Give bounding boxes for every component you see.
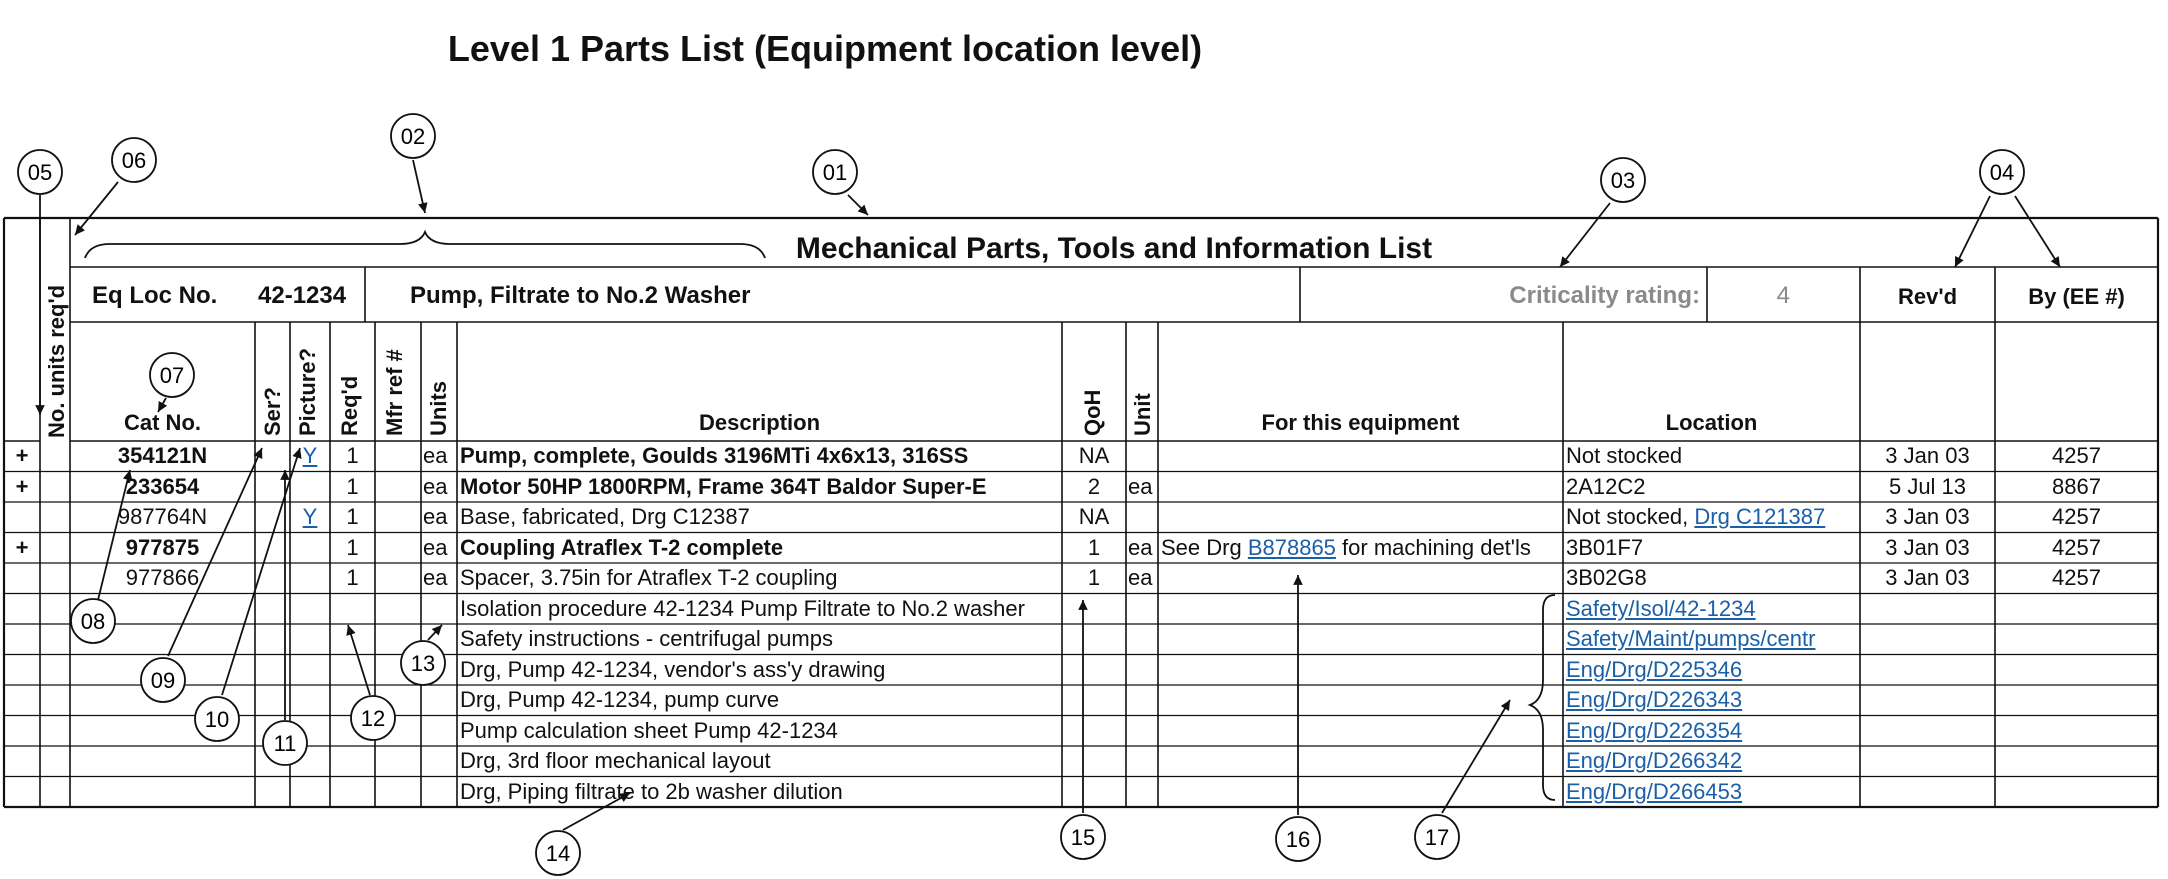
arrowhead-icon xyxy=(346,625,355,636)
expand-plus[interactable]: + xyxy=(15,443,29,468)
location-cell xyxy=(1566,535,1643,561)
drawing-link[interactable]: B878865 xyxy=(1247,534,1336,560)
location-link[interactable]: Safety/Maint/pumps/centr xyxy=(1566,626,1816,651)
expand-plus[interactable]: + xyxy=(15,473,29,499)
location-cell xyxy=(1566,718,1742,744)
reqd-cell: 1 xyxy=(346,443,359,468)
callout-number: 04 xyxy=(1989,160,2015,185)
callout-number: 07 xyxy=(159,363,185,388)
callout-number: 03 xyxy=(1610,168,1636,193)
reqd-cell: 1 xyxy=(346,473,359,499)
callout-13 xyxy=(401,641,445,685)
callout-09 xyxy=(141,658,185,702)
callout-16 xyxy=(1276,817,1320,861)
by-cell: 4257 xyxy=(2052,534,2101,560)
qoh-cell: NA xyxy=(1078,443,1110,468)
callout-02 xyxy=(391,114,435,158)
description-cell: Spacer, 3.75in for Atraflex T-2 coupling xyxy=(460,565,838,590)
col-header-picture: Picture? xyxy=(295,347,320,436)
location-text: Not stocked, xyxy=(1566,504,1695,529)
callout-15 xyxy=(1061,815,1105,859)
callout-number: 12 xyxy=(360,706,386,731)
col-header-for-equipment: For this equipment xyxy=(1261,410,1460,435)
location-cell xyxy=(1566,657,1742,683)
location-text: 2A12C2 xyxy=(1566,473,1646,499)
picture-link[interactable]: Y xyxy=(302,443,318,468)
callout-number: 11 xyxy=(273,731,297,756)
qoh-cell: 1 xyxy=(1087,534,1101,560)
eq-loc-label: Eq Loc No. xyxy=(92,282,218,309)
revd-cell: 3 Jan 03 xyxy=(1885,504,1970,529)
unit-cell: ea xyxy=(1128,473,1153,499)
callout-number: 05 xyxy=(27,160,53,185)
callout-number: 17 xyxy=(1424,825,1450,850)
reqd-cell: 1 xyxy=(346,534,359,560)
col-header-units-reqd: No. units req'd xyxy=(44,284,69,438)
callout-10 xyxy=(195,697,239,741)
by-cell: 8867 xyxy=(2052,473,2101,499)
callout-number: 01 xyxy=(822,160,848,185)
callout-04 xyxy=(1980,150,2024,194)
units-cell: ea xyxy=(423,534,448,560)
eq-name: Pump, Filtrate to No.2 Washer xyxy=(410,282,751,309)
sheet-title: Mechanical Parts, Tools and Information List xyxy=(795,232,1433,265)
location-cell xyxy=(1566,596,1756,622)
callout-14 xyxy=(536,831,580,875)
location-cell xyxy=(1566,779,1742,805)
callout-08 xyxy=(71,599,115,643)
for-equipment-cell xyxy=(1161,535,1531,561)
revd-cell: 5 Jul 13 xyxy=(1888,473,1967,499)
cat-no-cell: 354121N xyxy=(117,443,208,468)
location-cell xyxy=(1566,504,1825,530)
location-cell xyxy=(1566,474,1646,500)
callout-number: 13 xyxy=(410,651,436,676)
eq-loc-value: 42-1234 xyxy=(258,282,347,309)
col-header-cat-no: Cat No. xyxy=(124,410,201,435)
description-cell: Pump calculation sheet Pump 42-1234 xyxy=(460,717,838,743)
by-cell: 4257 xyxy=(2052,504,2101,529)
units-cell: ea xyxy=(423,565,448,590)
description-cell: Drg, Pump 42-1234, vendor's ass'y drawing xyxy=(460,656,886,682)
arrowhead-icon xyxy=(418,202,427,213)
revd-cell: 3 Jan 03 xyxy=(1885,534,1970,560)
for-equipment-text: for machining det'ls xyxy=(1335,534,1531,560)
location-link[interactable]: Eng/Drg/D226343 xyxy=(1566,687,1743,712)
location-link[interactable]: Eng/Drg/D226354 xyxy=(1566,717,1743,743)
callout-leader xyxy=(75,182,118,235)
unit-cell: ea xyxy=(1128,565,1153,590)
by-cell: 4257 xyxy=(2052,565,2101,590)
unit-cell: ea xyxy=(1128,534,1153,560)
description-cell: Safety instructions - centrifugal pumps xyxy=(460,626,833,651)
description-cell: Drg, Piping filtrate to 2b washer dilution xyxy=(460,778,843,804)
callout-07 xyxy=(150,353,194,397)
criticality-label: Criticality rating: xyxy=(1509,282,1700,309)
cat-no-cell: 977866 xyxy=(125,565,200,590)
qoh-cell: NA xyxy=(1078,504,1110,529)
arrowhead-icon xyxy=(1078,600,1088,610)
page-title: Level 1 Parts List (Equipment location level) xyxy=(447,28,1203,69)
reqd-cell: 1 xyxy=(346,565,359,590)
callout-number: 02 xyxy=(400,124,426,149)
callout-number: 14 xyxy=(545,841,571,866)
arrowhead-icon xyxy=(1293,575,1303,585)
description-cell: Drg, 3rd floor mechanical layout xyxy=(460,748,771,773)
revd-cell: 3 Jan 03 xyxy=(1885,565,1970,590)
col-header-ser: Ser? xyxy=(260,387,285,436)
col-header-unit: Unit xyxy=(1130,393,1155,436)
location-link[interactable]: Eng/Drg/D266453 xyxy=(1566,778,1743,804)
expand-plus[interactable]: + xyxy=(15,534,29,560)
callout-17 xyxy=(1415,815,1459,859)
cat-no-cell: 977875 xyxy=(125,534,200,560)
location-text: 3B01F7 xyxy=(1566,534,1644,560)
by-cell: 4257 xyxy=(2052,443,2101,468)
col-header-reqd: Req'd xyxy=(337,375,362,436)
callout-01 xyxy=(813,150,857,194)
callout-11 xyxy=(263,721,307,765)
description-cell: Drg, Pump 42-1234, pump curve xyxy=(460,687,780,712)
criticality-value: 4 xyxy=(1776,282,1790,309)
col-header-qoh: QoH xyxy=(1080,389,1105,436)
callout-06 xyxy=(112,138,156,182)
location-cell xyxy=(1566,748,1742,774)
units-cell: ea xyxy=(423,473,448,499)
callout-number: 15 xyxy=(1070,825,1096,850)
col-header-location: Location xyxy=(1665,410,1758,435)
location-brace xyxy=(1530,595,1555,800)
revd-label: Rev'd xyxy=(1897,284,1958,309)
description-cell: Motor 50HP 1800RPM, Frame 364T Baldor Super-E xyxy=(460,473,987,499)
col-header-description: Description xyxy=(698,410,821,435)
col-header-mfr-ref: Mfr ref # xyxy=(382,349,407,436)
location-text: Not stocked xyxy=(1566,443,1683,468)
callout-number: 06 xyxy=(121,148,147,173)
callout-12 xyxy=(351,696,395,740)
callout-number: 10 xyxy=(204,707,230,732)
by-label: By (EE #) xyxy=(2028,284,2125,309)
reqd-cell: 1 xyxy=(346,504,359,529)
location-text: 3B02G8 xyxy=(1566,565,1647,590)
cat-no-cell: 233654 xyxy=(125,473,200,499)
picture-link[interactable]: Y xyxy=(302,504,318,529)
location-link[interactable]: Eng/Drg/D266342 xyxy=(1566,748,1743,773)
qoh-cell: 2 xyxy=(1087,473,1101,499)
col-header-units: Units xyxy=(426,381,451,436)
units-cell: ea xyxy=(423,443,448,468)
description-cell: Isolation procedure 42-1234 Pump Filtrate to No.2 washer xyxy=(460,595,1025,621)
callout-number: 09 xyxy=(150,668,176,693)
callout-03 xyxy=(1601,158,1645,202)
callout-number: 16 xyxy=(1285,827,1311,852)
callout-05 xyxy=(18,150,62,194)
cat-no-cell: 987764N xyxy=(117,504,208,529)
callout-leader xyxy=(1442,700,1510,813)
location-cell xyxy=(1566,687,1742,713)
description-cell: Coupling Atraflex T-2 complete xyxy=(460,534,784,560)
for-equipment-text: See Drg xyxy=(1161,534,1248,560)
callout-number: 08 xyxy=(80,609,106,634)
location-link[interactable]: Safety/Isol/42-1234 xyxy=(1566,595,1756,621)
location-cell xyxy=(1566,626,1815,652)
location-cell xyxy=(1566,443,1682,469)
revd-cell: 3 Jan 03 xyxy=(1885,443,1970,468)
description-cell: Base, fabricated, Drg C12387 xyxy=(460,504,750,529)
qoh-cell: 1 xyxy=(1087,565,1101,590)
location-link[interactable]: Eng/Drg/D225346 xyxy=(1566,656,1743,682)
units-cell: ea xyxy=(423,504,448,529)
description-cell: Pump, complete, Goulds 3196MTi 4x6x13, 316SS xyxy=(460,443,969,468)
location-link[interactable]: Drg C121387 xyxy=(1694,504,1826,529)
location-cell xyxy=(1566,565,1647,591)
